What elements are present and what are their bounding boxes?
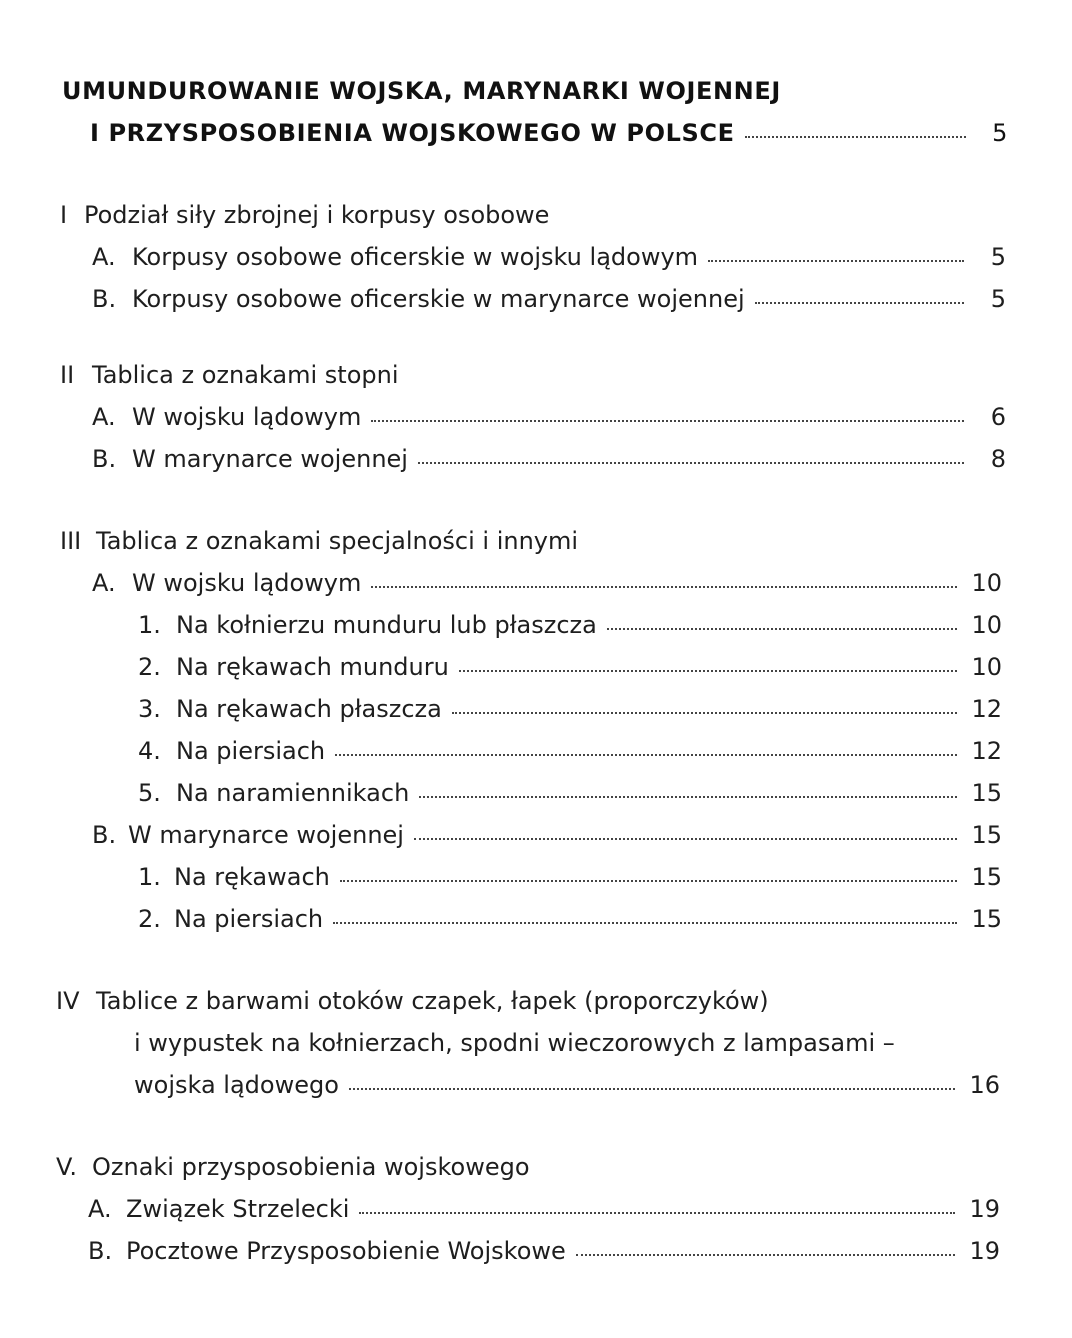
leader-dots bbox=[371, 584, 957, 588]
entry-text: Na kołnierzu munduru lub płaszcza bbox=[176, 611, 597, 639]
leader-dots bbox=[335, 752, 957, 756]
leader-dots bbox=[371, 418, 964, 422]
leader-dots bbox=[349, 1086, 956, 1090]
toc-entry[interactable] bbox=[138, 778, 1002, 808]
entry-text: Na rękawach munduru bbox=[176, 653, 449, 681]
entry-label: 2. bbox=[138, 653, 161, 681]
entry-text: Na piersiach bbox=[174, 905, 324, 933]
toc-entry[interactable] bbox=[138, 652, 1002, 682]
leader-dots bbox=[459, 668, 958, 672]
leader-dots bbox=[607, 626, 958, 630]
toc-entry[interactable] bbox=[88, 1236, 1000, 1266]
entry-page: 15 bbox=[971, 905, 1002, 933]
toc-entry[interactable] bbox=[134, 1070, 1000, 1100]
section-title: Oznaki przysposobienia wojskowego bbox=[92, 1153, 530, 1181]
section-heading-iii bbox=[60, 526, 578, 556]
section-label: I bbox=[60, 201, 68, 229]
entry-text: Korpusy osobowe oficerskie w wojsku lądowym bbox=[132, 243, 699, 271]
entry-page: 5 bbox=[990, 285, 1006, 313]
entry-page: 15 bbox=[971, 863, 1002, 891]
section-heading-i bbox=[60, 200, 549, 230]
entry-page: 6 bbox=[990, 403, 1006, 431]
entry-text: Na rękawach bbox=[174, 863, 330, 891]
section-label: II bbox=[60, 361, 75, 389]
entry-label: B. bbox=[92, 821, 117, 849]
entry-text: Pocztowe Przysposobienie Wojskowe bbox=[126, 1237, 566, 1265]
toc-entry[interactable] bbox=[92, 820, 1002, 850]
entry-page: 12 bbox=[971, 737, 1002, 765]
toc-entry[interactable] bbox=[138, 610, 1002, 640]
leader-dots bbox=[452, 710, 958, 714]
leader-dots bbox=[755, 300, 964, 304]
entry-label: A. bbox=[92, 243, 116, 271]
section-label: IV bbox=[56, 987, 80, 1015]
leader-dots bbox=[340, 878, 958, 882]
entry-page: 15 bbox=[971, 779, 1002, 807]
toc-title-text-1: UMUNDUROWANIE WOJSKA, MARYNARKI WOJENNEJ bbox=[62, 77, 781, 105]
entry-page: 12 bbox=[971, 695, 1002, 723]
section-iv-continuation-1 bbox=[134, 1028, 895, 1058]
entry-page: 19 bbox=[969, 1195, 1000, 1223]
entry-page: 8 bbox=[990, 445, 1006, 473]
entry-page: 16 bbox=[969, 1071, 1000, 1099]
entry-label: 1. bbox=[138, 863, 161, 891]
entry-text: W marynarce wojennej bbox=[128, 821, 404, 849]
entry-page: 5 bbox=[990, 243, 1006, 271]
entry-label: B. bbox=[92, 445, 117, 473]
entry-label: A. bbox=[92, 403, 116, 431]
entry-label: A. bbox=[92, 569, 116, 597]
section-heading-iv bbox=[56, 986, 769, 1016]
entry-label: 1. bbox=[138, 611, 161, 639]
toc-entry[interactable] bbox=[92, 402, 1006, 432]
entry-label: 2. bbox=[138, 905, 161, 933]
toc-entry[interactable] bbox=[138, 862, 1002, 892]
toc-title-page: 5 bbox=[992, 119, 1008, 147]
section-label: III bbox=[60, 527, 82, 555]
section-title: Tablice z barwami otoków czapek, łapek (proporczyków) bbox=[96, 987, 769, 1015]
section-heading-ii bbox=[60, 360, 399, 390]
entry-text: Związek Strzelecki bbox=[126, 1195, 350, 1223]
entry-page: 19 bbox=[969, 1237, 1000, 1265]
section-continuation: i wypustek na kołnierzach, spodni wieczorowych z lampasami – bbox=[134, 1029, 895, 1057]
toc-title-line-2 bbox=[90, 118, 1008, 148]
leader-dots bbox=[708, 258, 964, 262]
entry-text: W wojsku lądowym bbox=[132, 569, 362, 597]
leader-dots bbox=[576, 1252, 956, 1256]
section-title: Podział siły zbrojnej i korpusy osobowe bbox=[84, 201, 550, 229]
toc-title-text-2: I PRZYSPOSOBIENIA WOJSKOWEGO W POLSCE bbox=[90, 119, 735, 147]
entry-text: Na naramiennikach bbox=[176, 779, 410, 807]
section-title: Tablica z oznakami specjalności i innymi bbox=[96, 527, 579, 555]
leader-dots bbox=[745, 134, 966, 138]
entry-label: 4. bbox=[138, 737, 161, 765]
section-title: Tablica z oznakami stopni bbox=[92, 361, 399, 389]
toc-title-line-1 bbox=[62, 76, 1012, 106]
toc-entry[interactable] bbox=[88, 1194, 1000, 1224]
leader-dots bbox=[333, 920, 957, 924]
toc-entry[interactable] bbox=[138, 904, 1002, 934]
entry-label: 3. bbox=[138, 695, 161, 723]
section-label: V. bbox=[56, 1153, 77, 1181]
toc-entry[interactable] bbox=[92, 444, 1006, 474]
entry-label: 5. bbox=[138, 779, 161, 807]
leader-dots bbox=[359, 1210, 955, 1214]
entry-page: 15 bbox=[971, 821, 1002, 849]
leader-dots bbox=[414, 836, 957, 840]
entry-page: 10 bbox=[971, 611, 1002, 639]
entry-label: A. bbox=[88, 1195, 112, 1223]
entry-label: B. bbox=[88, 1237, 113, 1265]
toc-entry[interactable] bbox=[92, 242, 1006, 272]
entry-page: 10 bbox=[971, 569, 1002, 597]
entry-page: 10 bbox=[971, 653, 1002, 681]
toc-entry[interactable] bbox=[92, 568, 1002, 598]
entry-text: W wojsku lądowym bbox=[132, 403, 362, 431]
toc-entry[interactable] bbox=[138, 736, 1002, 766]
entry-text: Korpusy osobowe oficerskie w marynarce wojennej bbox=[132, 285, 745, 313]
leader-dots bbox=[419, 794, 957, 798]
entry-label: B. bbox=[92, 285, 117, 313]
toc-entry[interactable] bbox=[138, 694, 1002, 724]
toc-entry[interactable] bbox=[92, 284, 1006, 314]
section-heading-v bbox=[56, 1152, 530, 1182]
entry-text: W marynarce wojennej bbox=[132, 445, 408, 473]
entry-text: Na rękawach płaszcza bbox=[176, 695, 442, 723]
entry-text: Na piersiach bbox=[176, 737, 326, 765]
leader-dots bbox=[418, 460, 964, 464]
entry-text: wojska lądowego bbox=[134, 1071, 339, 1099]
